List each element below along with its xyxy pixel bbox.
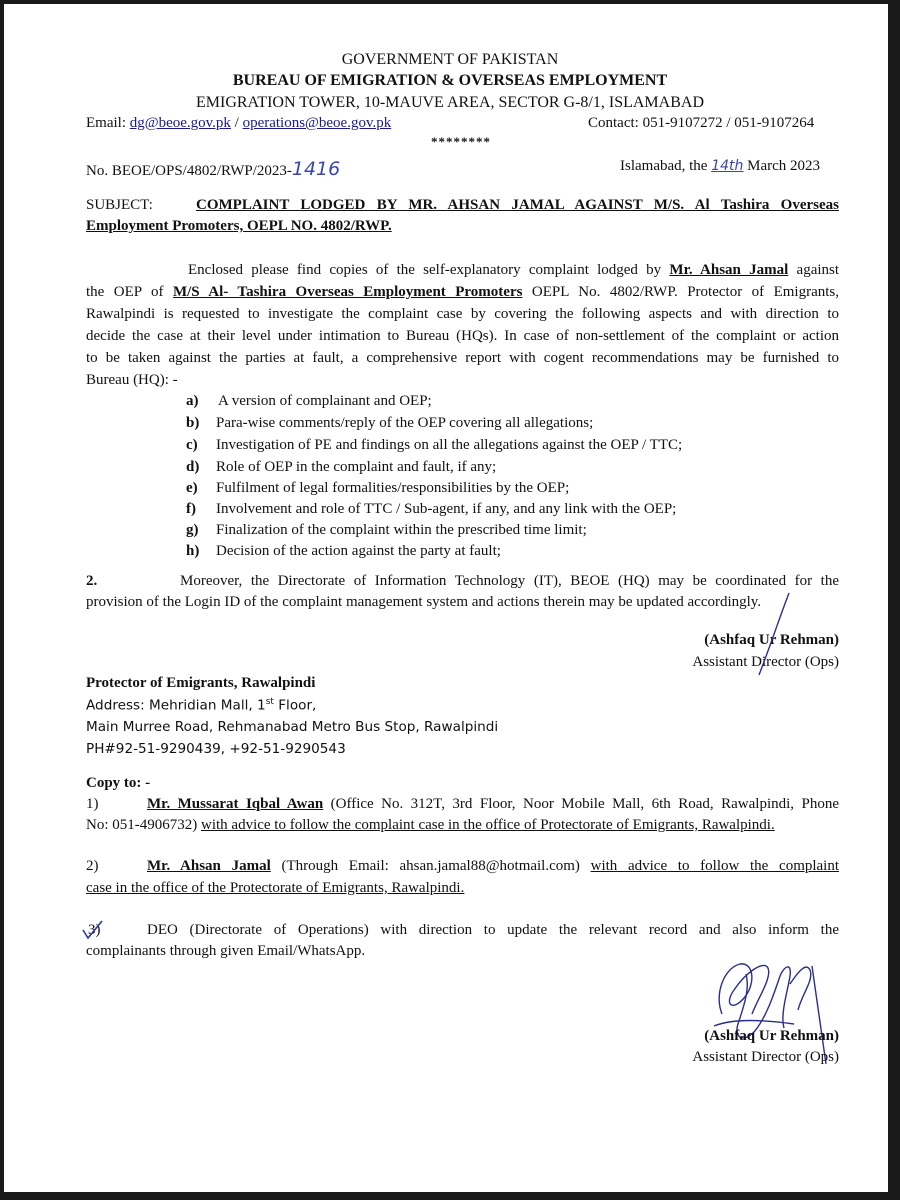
copy-item3-number: 3) <box>88 922 101 938</box>
email-label: Email: <box>86 115 126 131</box>
subject-label: SUBJECT: <box>86 197 153 213</box>
document-page <box>4 4 888 1192</box>
addressee-address-line1: Address: Mehridian Mall, 1st Floor, <box>86 697 317 714</box>
letterhead-line3: EMIGRATION TOWER, 10-MAUVE AREA, SECTOR G-8/1, ISLAMABAD <box>195 94 704 111</box>
separator-stars: ******** <box>431 134 491 149</box>
email-link-dg[interactable]: dg@beoe.gov.pk <box>129 115 231 131</box>
date-handwritten-day: 14th <box>711 158 744 174</box>
para1-line2: the OEP of M/S Al- Tashira Overseas Employment Promoters OEPL No. 4802/RWP. Protector of Emigrants, <box>86 284 839 300</box>
email-line <box>86 115 391 132</box>
addressee-address-line2: Main Murree Road, Rehmanabad Metro Bus Stop, Rawalpindi <box>86 719 499 735</box>
letterhead-line1: GOVERNMENT OF PAKISTAN <box>341 51 559 68</box>
para1-line3: Rawalpindi is requested to investigate the complaint case by covering the following aspects and with direction to <box>86 306 839 322</box>
para1-line4: decide the case at their level under intimation to Bureau (HQs). In case of non-settlement of the complaint or action <box>86 328 839 344</box>
list-item: d) Role of OEP in the complaint and fault, if any; <box>186 459 497 475</box>
copy-item3-line1: DEO (Directorate of Operations) with direction to update the relevant record and also inform the <box>147 922 839 938</box>
letter-date <box>620 158 820 175</box>
signatory-name-2: (Ashfaq Ur Rehman) <box>704 1028 839 1044</box>
addressee-title: Protector of Emigrants, Rawalpindi <box>86 675 316 691</box>
date-suffix: March 2023 <box>747 158 821 174</box>
email-link-operations[interactable]: operations@beoe.gov.pk <box>242 115 392 131</box>
signature-stroke <box>749 589 809 679</box>
list-item: h) Decision of the action against the party at fault; <box>186 543 501 559</box>
reference-number-text: No. BEOE/OPS/4802/RWP/2023- <box>86 163 292 179</box>
list-item: b) Para-wise comments/reply of the OEP covering all allegations; <box>186 415 594 431</box>
copy-item1-name: Mr. Mussarat Iqbal Awan <box>147 796 324 812</box>
copy-item1-line2: No: 051-4906732) with advice to follow the complaint case in the office of Protectorate of Emigrants, Rawalpindi. <box>86 817 775 833</box>
oep-name: M/S Al- Tashira Overseas Employment Promoters <box>172 284 523 300</box>
list-item: c) Investigation of PE and findings on all the allegations against the OEP / TTC; <box>186 437 683 453</box>
signatory-title: Assistant Director (Ops) <box>692 654 839 670</box>
letterhead-line2: BUREAU OF EMIGRATION & OVERSEAS EMPLOYMENT <box>232 72 668 89</box>
para1-line1: Enclosed please find copies of the self-explanatory complaint lodged by Mr. Ahsan Jamal against <box>188 262 840 278</box>
para2-line1: Moreover, the Directorate of Information Technology (IT), BEOE (HQ) may be coordinated for the <box>180 573 839 589</box>
copy-to-heading: Copy to: - <box>86 775 151 791</box>
complainant-name: Mr. Ahsan Jamal <box>669 262 789 278</box>
para1-line6: Bureau (HQ): - <box>86 372 178 388</box>
contact-line: Contact: 051-9107272 / 051-9107264 <box>588 115 815 131</box>
addressee-phone: PH#92-51-9290439, +92-51-9290543 <box>86 741 346 757</box>
date-prefix: Islamabad, the <box>620 158 708 174</box>
copy-item2-number: 2) <box>86 858 99 874</box>
list-item: f) Involvement and role of TTC / Sub-agent, if any, and any link with the OEP; <box>186 501 677 517</box>
copy-item2-name: Mr. Ahsan Jamal <box>147 858 271 874</box>
para1-line5: to be taken against the parties at fault, a comprehensive report with cogent recommendations may be furnished to <box>86 350 839 366</box>
list-item: e) Fulfilment of legal formalities/responsibilities by the OEP; <box>186 480 570 496</box>
signatory-name: (Ashfaq Ur Rehman) <box>704 632 839 648</box>
list-item: g) Finalization of the complaint within the prescribed time limit; <box>186 522 587 538</box>
signatory-title-2: Assistant Director (Ops) <box>692 1049 839 1065</box>
checkmark-annotation <box>80 918 106 942</box>
copy-item3-line2: complainants through given Email/WhatsApp. <box>86 943 366 959</box>
copy-item1-line1: Mr. Mussarat Iqbal Awan (Office No. 312T, 3rd Floor, Noor Mobile Mall, 6th Road, Rawalpindi, Phone <box>147 796 840 812</box>
copy-item2-line1: Mr. Ahsan Jamal (Through Email: ahsan.jamal88@hotmail.com) with advice to follow the complaint <box>147 858 840 874</box>
para2-number: 2. <box>86 573 98 589</box>
list-item: a) A version of complainant and OEP; <box>186 393 432 409</box>
email-separator: / <box>234 115 239 131</box>
subject-line1: COMPLAINT LODGED BY MR. AHSAN JAMAL AGAINST M/S. Al Tashira Overseas <box>196 197 839 213</box>
reference-number-handwritten: 1416 <box>291 158 341 180</box>
copy-item1-number: 1) <box>86 796 99 812</box>
reference-number <box>86 158 340 180</box>
para2-line2: provision of the Login ID of the complaint management system and actions therein may be updated accordingly. <box>86 594 762 610</box>
subject-line2: Employment Promoters, OEPL NO. 4802/RWP. <box>86 218 392 234</box>
copy-item2-line2: case in the office of the Protectorate of Emigrants, Rawalpindi. <box>86 880 465 896</box>
